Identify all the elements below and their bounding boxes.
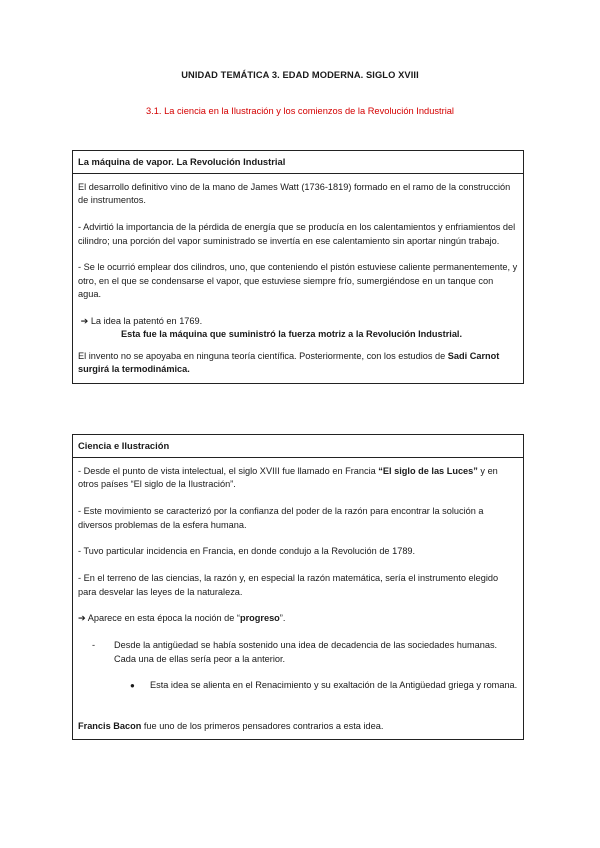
dash-marker: - xyxy=(92,640,96,651)
page-title: UNIDAD TEMÁTICA 3. EDAD MODERNA. SIGLO XVIII xyxy=(181,70,419,80)
progress-text-c: ”. xyxy=(279,613,286,624)
arrow-right-icon: ➔ xyxy=(78,613,86,625)
list-item xyxy=(78,639,518,666)
century-text-c: y en otros países “El siglo de la Ilustración”. xyxy=(78,466,498,490)
bullet-icon: ● xyxy=(130,681,135,691)
steam-engine-box-body xyxy=(73,174,523,383)
century-of-lights-paragraph xyxy=(78,465,518,492)
two-cylinders-paragraph: - Se le ocurrió emplear dos cilindros, uno, que conteniendo el pistón estuviese caliente permanentemente, y otro, en el que se condensarse el vapor, que estuviese siempre frío, sumergiéndose en un tanque con agua. xyxy=(78,262,518,300)
science-enlightenment-box xyxy=(72,434,524,740)
progress-line xyxy=(78,612,518,625)
patent-text: La idea la patentó en 1769. xyxy=(88,316,203,327)
energy-loss-paragraph: - Advirtió la importancia de la pérdida de energía que se producía en los calentamientos y enfriamientos del cilindro; una porción del vapor suministrado se invertía en ese calentamiento sin aportar ningún trabajo. xyxy=(78,222,516,246)
steam-engine-box xyxy=(72,150,524,384)
decadence-paragraph: Desde la antigüedad se había sostenido una idea de decadencia de las sociedades humanas. Cada una de ellas sería peor a la anterior. xyxy=(114,640,498,664)
thermodynamics-paragraph xyxy=(78,350,518,377)
sciences-paragraph: - En el terreno de las ciencias, la razón y, en especial la razón matemática, sería el instrumento elegido para desvelar las leyes de la naturaleza. xyxy=(78,573,499,597)
patent-line xyxy=(78,315,518,328)
section-title: 3.1. La ciencia en la Ilustración y los comienzos de la Revolución Industrial xyxy=(146,106,454,116)
progress-text-a: Aparece en esta época la noción de “ xyxy=(85,613,240,624)
renaissance-paragraph: Esta idea se alienta en el Renacimiento y su exaltación de la Antigüedad griega y romana. xyxy=(150,680,518,691)
bacon-paragraph xyxy=(78,720,518,733)
list-item xyxy=(78,679,518,692)
bacon-text: fue uno de los primeros pensadores contrarios a esta idea. xyxy=(141,720,384,731)
motive-force-line: Esta fue la máquina que suministró la fuerza motriz a la Revolución Industrial. xyxy=(121,329,463,340)
science-enlightenment-box-title: Ciencia e Ilustración xyxy=(73,435,523,458)
invention-text: El invento no se apoyaba en ninguna teoría científica. Posteriormente, con los estudios de xyxy=(78,350,448,361)
steam-engine-box-title: La máquina de vapor. La Revolución Industrial xyxy=(73,151,523,174)
watt-paragraph: El desarrollo definitivo vino de la mano de James Watt (1736-1819) formado en el ramo de la construcción de instrumentos. xyxy=(78,182,511,206)
science-enlightenment-box-body xyxy=(73,458,523,739)
century-text-a: - Desde el punto de vista intelectual, el siglo XVIII fue llamado en Francia xyxy=(78,466,379,476)
arrow-right-icon: ➔ xyxy=(80,316,89,328)
reason-paragraph: - Este movimiento se caracterizó por la confianza del poder de la razón para encontrar la solución a diversos problemas de la esfera humana. xyxy=(78,506,484,530)
france-paragraph: - Tuvo particular incidencia en Francia, en donde condujo a la Revolución de 1789. xyxy=(78,546,416,557)
century-text-bold: “El siglo de las Luces” xyxy=(378,466,478,476)
progress-text-bold: progreso xyxy=(239,613,280,624)
bacon-name: Francis Bacon xyxy=(78,720,142,731)
carnot-text: Sadi Carnot surgirá la termodinámica. xyxy=(78,350,500,375)
